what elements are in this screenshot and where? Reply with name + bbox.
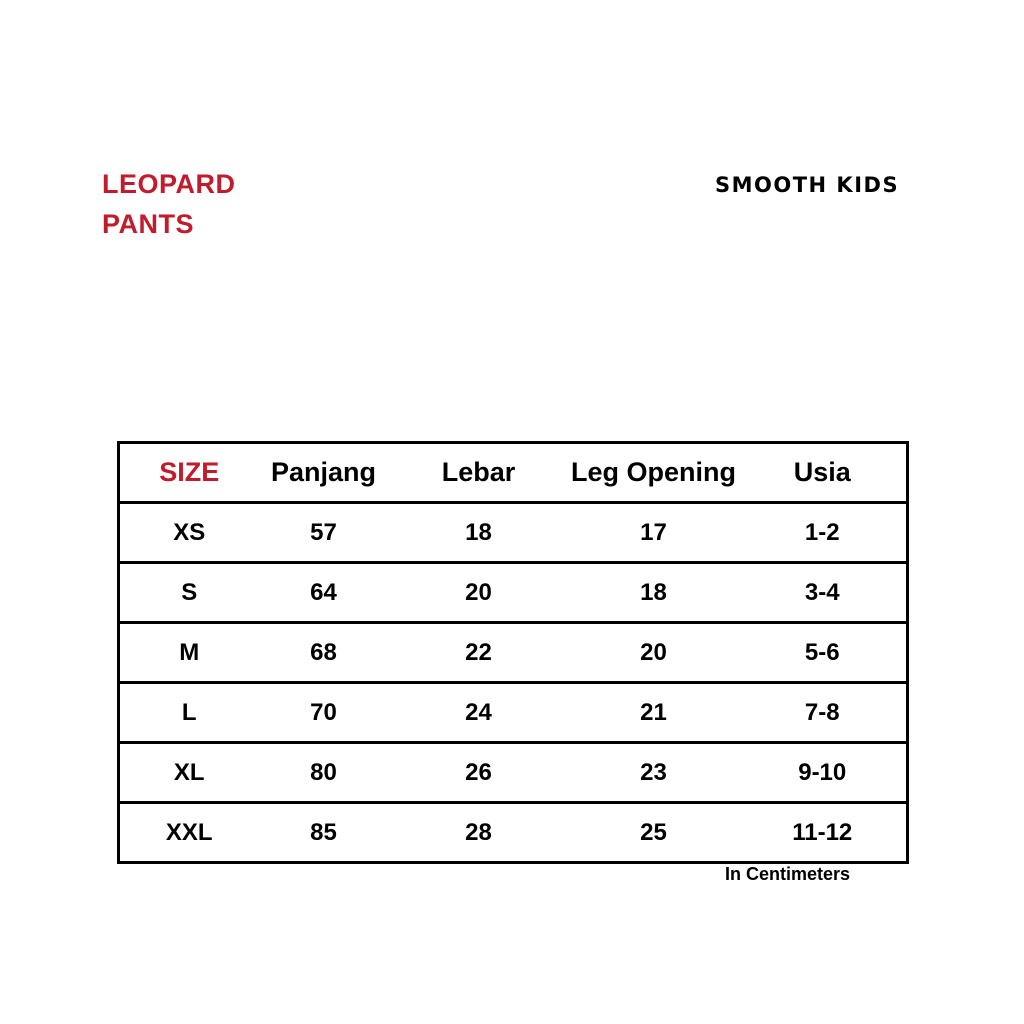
cell-size: XL [119, 743, 259, 803]
cell-leg-opening: 23 [569, 743, 739, 803]
cell-size: XS [119, 503, 259, 563]
cell-size: S [119, 563, 259, 623]
header-size: SIZE [119, 443, 259, 503]
table-row [119, 503, 908, 563]
cell-panjang: 80 [259, 743, 389, 803]
table-row [119, 803, 908, 863]
product-title-line-1: LEOPARD [102, 169, 236, 199]
size-table [117, 441, 909, 864]
header-usia: Usia [739, 443, 908, 503]
cell-panjang: 85 [259, 803, 389, 863]
cell-lebar: 18 [389, 503, 569, 563]
table-header-row [119, 443, 908, 503]
header-panjang: Panjang [259, 443, 389, 503]
cell-panjang: 70 [259, 683, 389, 743]
product-title [102, 164, 236, 244]
cell-panjang: 57 [259, 503, 389, 563]
cell-lebar: 26 [389, 743, 569, 803]
product-title-line-2: PANTS [102, 209, 195, 239]
cell-leg-opening: 20 [569, 623, 739, 683]
cell-lebar: 28 [389, 803, 569, 863]
cell-usia: 5-6 [739, 623, 908, 683]
header-lebar: Lebar [389, 443, 569, 503]
cell-usia: 7-8 [739, 683, 908, 743]
brand-name: SMOOTH KIDS [715, 173, 900, 197]
cell-size: M [119, 623, 259, 683]
cell-leg-opening: 17 [569, 503, 739, 563]
table-row [119, 743, 908, 803]
table-row [119, 623, 908, 683]
units-note: In Centimeters [725, 864, 851, 884]
cell-usia: 3-4 [739, 563, 908, 623]
cell-usia: 9-10 [739, 743, 908, 803]
cell-size: L [119, 683, 259, 743]
cell-lebar: 24 [389, 683, 569, 743]
cell-leg-opening: 25 [569, 803, 739, 863]
cell-size: XXL [119, 803, 259, 863]
table-row [119, 683, 908, 743]
cell-leg-opening: 21 [569, 683, 739, 743]
cell-usia: 11-12 [739, 803, 908, 863]
cell-panjang: 64 [259, 563, 389, 623]
cell-panjang: 68 [259, 623, 389, 683]
table-row [119, 563, 908, 623]
cell-leg-opening: 18 [569, 563, 739, 623]
cell-lebar: 22 [389, 623, 569, 683]
cell-usia: 1-2 [739, 503, 908, 563]
header-leg-opening: Leg Opening [569, 443, 739, 503]
cell-lebar: 20 [389, 563, 569, 623]
